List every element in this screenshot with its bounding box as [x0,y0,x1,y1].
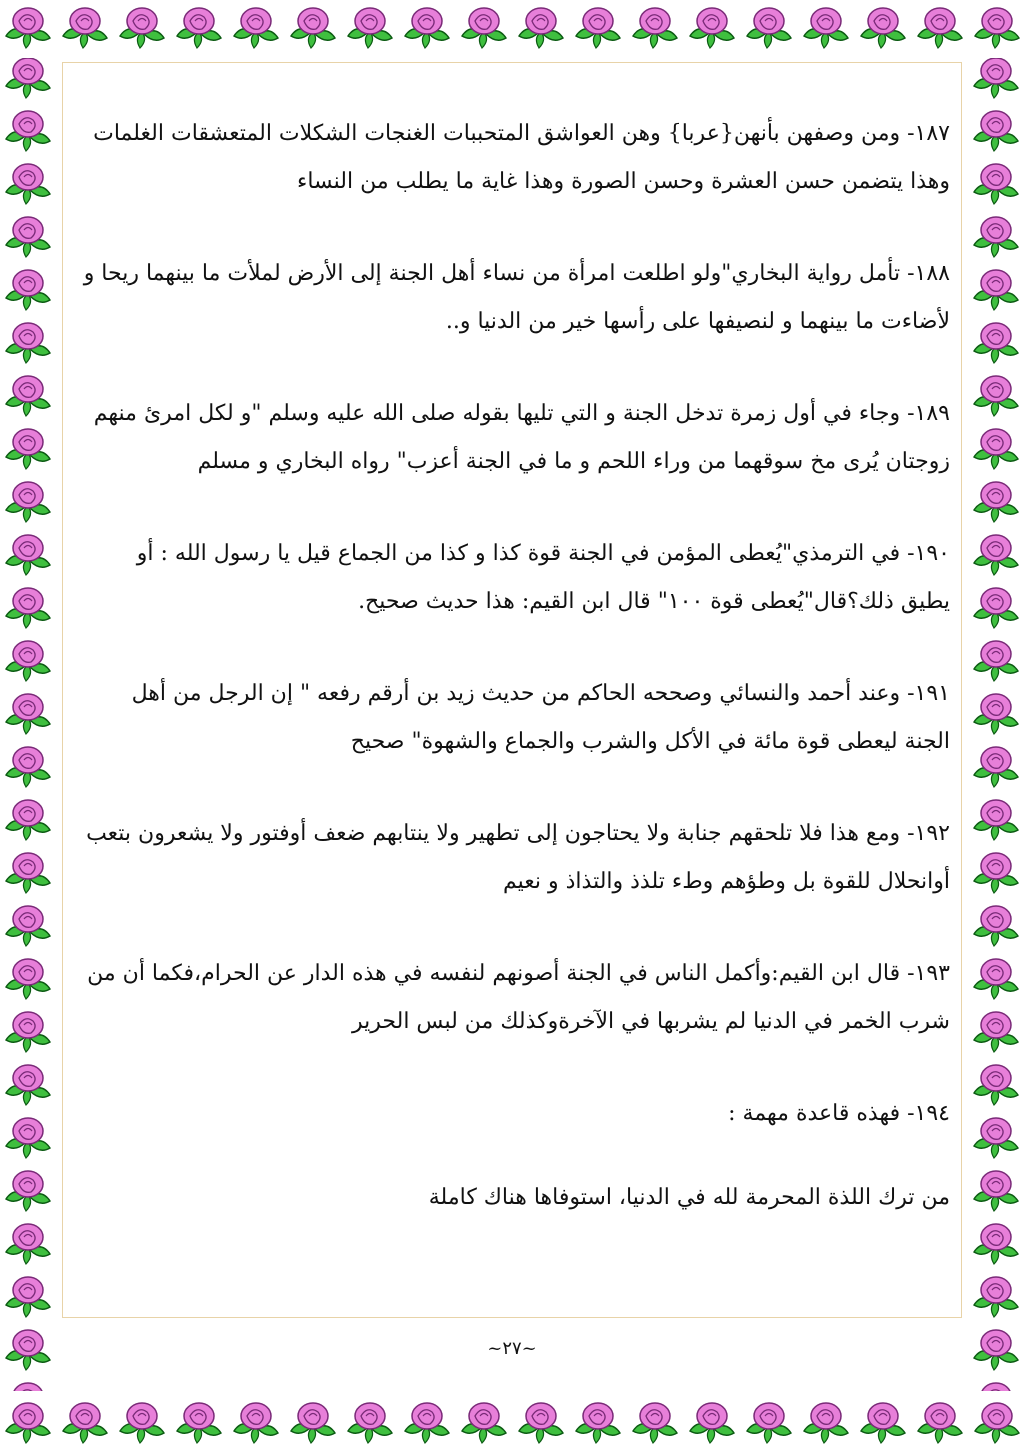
rose-flower-icon [974,111,1018,151]
paragraph-188: ١٨٨- تأمل رواية البخاري"ولو اطلعت امرأة من نساء أهل الجنة إلى الأرض لملأت ما بينهما ريحا و لأضاءت ما بينهما و لنصيفها على رأسها خير من الدنيا و.. [83,261,950,334]
rose-flower-icon [747,8,791,48]
paragraph-189: ١٨٩- وجاء في أول زمرة تدخل الجنة و التي تليها بقوله صلى الله عليه وسلم "و لكل امرئ منهم زوجتان يُرى مخ سوقهما من وراء اللحم و ما في الجنة أعزب" رواه البخاري و مسلم [93,401,950,474]
floral-border-bottom [0,1391,1024,1449]
rose-flower-icon [348,8,392,48]
paragraph-187: ١٨٧- ومن وصفهن بأنهن{عربا} وهن العواشق المتحببات الغنجات الشكلات المتعشقات الغلمات وهذا يتضمن حسن العشرة وحسن الصورة وهذا غاية ما يطلب من النساء [93,121,950,194]
rose-flower-icon [6,429,50,469]
rose-flower-icon [6,959,50,999]
rose-flower-icon [234,8,278,48]
rose-flower-icon [6,376,50,416]
rose-flower-icon [974,164,1018,204]
rose-flower-icon [6,641,50,681]
rose-flower-icon [633,1403,677,1443]
rose-flower-icon [6,1171,50,1211]
floral-border-right [966,58,1024,1391]
rose-flower-icon [975,8,1019,48]
rose-flower-icon [974,1012,1018,1052]
rose-flower-icon [974,694,1018,734]
rose-flower-icon [974,376,1018,416]
paragraph-rule: من ترك اللذة المحرمة لله في الدنيا، استوفاها هناك كاملة [428,1185,950,1210]
rose-flower-icon [576,8,620,48]
floral-border-top [0,0,1024,58]
rose-flower-icon [120,1403,164,1443]
rose-flower-icon [6,270,50,310]
rose-flower-icon [6,906,50,946]
page-number: ~٢٧~ [487,1338,537,1359]
paragraph-192: ١٩٢- ومع هذا فلا تلحقهم جنابة ولا يحتاجون إلى تطهير ولا ينتابهم ضعف أوفتور ولا يشعرون بتعب أوانحلال للقوة بل وطؤهم وطء تلذذ والتذاذ و نعيم [86,821,950,894]
rose-flower-icon [6,1383,50,1391]
rose-flower-icon [6,1065,50,1105]
rose-flower-icon [462,1403,506,1443]
rose-flower-icon [974,906,1018,946]
rose-flower-icon [6,694,50,734]
rose-flower-icon [6,1224,50,1264]
rose-flower-icon [291,1403,335,1443]
rose-flower-icon [974,58,1018,98]
rose-flower-icon [633,8,677,48]
rose-flower-icon [462,8,506,48]
rose-flower-icon [974,800,1018,840]
rose-flower-icon [974,853,1018,893]
rose-flower-icon [6,588,50,628]
rose-flower-icon [6,217,50,257]
rose-flower-icon [861,8,905,48]
rose-flower-icon [974,1118,1018,1158]
rose-flower-icon [576,1403,620,1443]
rose-flower-icon [177,1403,221,1443]
rose-flower-icon [291,8,335,48]
rose-flower-icon [6,8,50,48]
rose-flower-icon [747,1403,791,1443]
rose-flower-icon [405,1403,449,1443]
rose-flower-icon [348,1403,392,1443]
rose-border-right-svg [966,58,1024,1391]
rose-flower-icon [974,270,1018,310]
rose-flower-icon [690,8,734,48]
paragraph-190: ١٩٠- في الترمذي"يُعطى المؤمن في الجنة قوة كذا و كذا من الجماع قيل يا رسول الله : أو يطيق ذلك؟قال"يُعطى قوة ١٠٠" قال ابن القيم: هذا حديث صحيح. [136,541,950,614]
rose-flower-icon [6,323,50,363]
rose-flower-icon [6,164,50,204]
rose-flower-icon [6,747,50,787]
paragraph-193: ١٩٣- قال ابن القيم:وأكمل الناس في الجنة أصونهم لنفسه في هذه الدار عن الحرام،فكما أن من شرب الخمر في الدنيا لم يشربها في الآخرةوكذلك من لبس الحرير [87,961,950,1034]
rose-flower-icon [974,323,1018,363]
rose-flower-icon [804,1403,848,1443]
rose-flower-icon [974,1065,1018,1105]
rose-flower-icon [6,1118,50,1158]
paragraph-194: ١٩٤- فهذه قاعدة مهمة : [728,1101,950,1126]
rose-flower-icon [974,641,1018,681]
rose-flower-icon [974,429,1018,469]
rose-flower-icon [918,8,962,48]
rose-flower-icon [405,8,449,48]
rose-flower-icon [974,588,1018,628]
rose-flower-icon [918,1403,962,1443]
rose-border-left-svg [0,58,58,1391]
rose-flower-icon [6,1403,50,1443]
rose-flower-icon [177,8,221,48]
rose-border-top-svg [0,0,1024,58]
page-body [82,110,950,1290]
rose-flower-icon [519,8,563,48]
rose-flower-icon [974,1277,1018,1317]
rose-flower-icon [6,482,50,522]
rose-flower-icon [974,1383,1018,1391]
rose-flower-icon [6,1277,50,1317]
rose-flower-icon [120,8,164,48]
rose-flower-icon [861,1403,905,1443]
rose-flower-icon [974,1171,1018,1211]
rose-flower-icon [975,1403,1019,1443]
rose-flower-icon [804,8,848,48]
rose-flower-icon [974,959,1018,999]
rose-flower-icon [6,58,50,98]
rose-flower-icon [6,111,50,151]
rose-flower-icon [6,1012,50,1052]
rose-flower-icon [974,482,1018,522]
rose-flower-icon [63,1403,107,1443]
rose-flower-icon [974,535,1018,575]
rose-flower-icon [519,1403,563,1443]
rose-border-bottom-svg [0,1391,1024,1449]
paragraph-191: ١٩١- وعند أحمد والنسائي وصححه الحاكم من حديث زيد بن أرقم رفعه " إن الرجل من أهل الجنة ليعطى قوة مائة في الأكل والشرب والجماع والشهوة" صحيح [131,681,950,754]
rose-flower-icon [974,217,1018,257]
rose-flower-icon [63,8,107,48]
rose-flower-icon [234,1403,278,1443]
rose-flower-icon [6,800,50,840]
rose-flower-icon [974,1224,1018,1264]
rose-flower-icon [6,535,50,575]
floral-border-left [0,58,58,1391]
rose-flower-icon [974,747,1018,787]
rose-flower-icon [6,853,50,893]
rose-flower-icon [690,1403,734,1443]
